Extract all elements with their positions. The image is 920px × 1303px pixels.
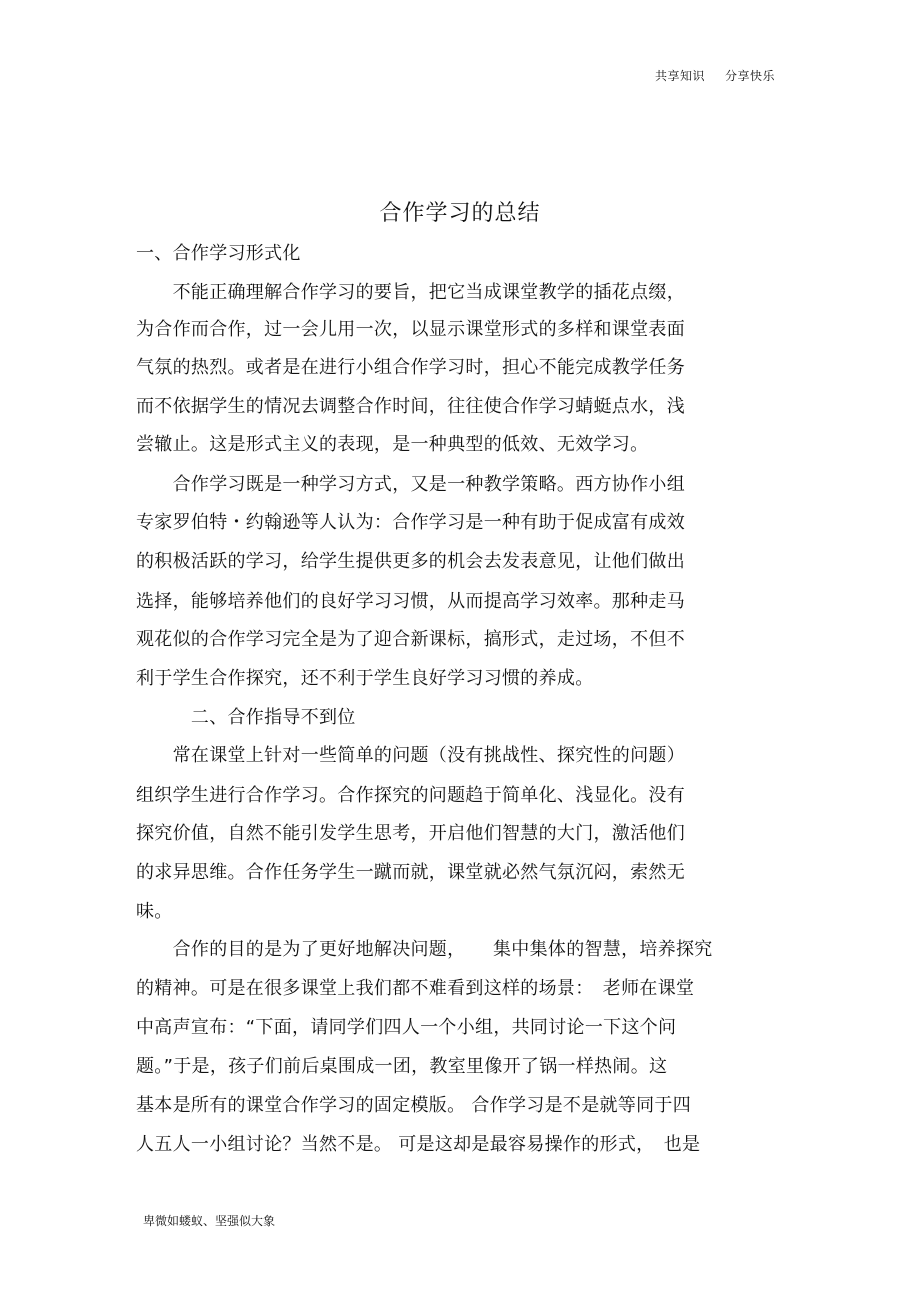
paragraph-line: 的积极活跃的学习，给学生提供更多的机会去发表意见，让他们做出 (136, 551, 685, 572)
paragraph-line: 尝辙止。这是形式主义的表现，是一种典型的低效、无效学习。 (136, 434, 649, 455)
paragraph-line: 气氛的热烈。或者是在进行小组合作学习时，担心不能完成教学任务 (136, 357, 685, 378)
paragraph-line: 观花似的合作学习完全是为了迎合新课标，搞形式，走过场，不但不 (136, 629, 685, 650)
paragraph-line: 组织学生进行合作学习。合作探究的问题趋于简单化、浅显化。没有 (136, 785, 685, 806)
footer-text: 卑微如蝼蚁、坚强似大象 (143, 1214, 276, 1228)
paragraph-line: 的求异思维。合作任务学生一蹴而就，课堂就必然气氛沉闷，索然无 (136, 862, 685, 883)
paragraph-line: 常在课堂上针对一些简单的问题（没有挑战性、探究性的问题） (136, 745, 685, 766)
paragraph-line: 不能正确理解合作学习的要旨，把它当成课堂教学的插花点缀， (136, 282, 685, 303)
paragraph-line: 基本是所有的课堂合作学习的固定模版。 合作学习是不是就等同于四 (136, 1095, 692, 1116)
section-heading: 一、合作学习形式化 (136, 243, 301, 264)
paragraph-line: 利于学生合作探究，还不利于学生良好学习习惯的养成。 (136, 668, 594, 689)
paragraph-line: 合作学习既是一种学习方式，又是一种教学策略。西方协作小组 (136, 474, 685, 495)
section-heading: 二、合作指导不到位 (136, 707, 356, 728)
paragraph-line: 而不依据学生的情况去调整合作时间，往往使合作学习蜻蜓点水，浅 (136, 396, 685, 417)
paragraph-line: 合作的目的是为了更好地解决问题， 集中集体的智慧，培养探究 (136, 939, 713, 960)
document-title: 合作学习的总结 (379, 201, 541, 226)
header-left-text: 共享知识 (655, 69, 706, 83)
header-right-text: 分享快乐 (725, 69, 776, 83)
paragraph-line: 的精神。可是在很多课堂上我们都不难看到这样的场景： 老师在课堂 (136, 978, 695, 999)
paragraph-line: 选择，能够培养他们的良好学习习惯，从而提高学习效率。那种走马 (136, 591, 685, 612)
paragraph-line: 题。”于是，孩子们前后桌围成一团，教室里像开了锅一样热闹。这 (136, 1056, 668, 1077)
paragraph-line: 中高声宣布：“下面，请同学们四人一个小组，共同讨论一下这个问 (136, 1017, 677, 1038)
paragraph-line: 专家罗伯特・约翰逊等人认为：合作学习是一种有助于促成富有成效 (136, 512, 685, 533)
paragraph-line: 人五人一小组讨论？当然不是。 可是这却是最容易操作的形式， 也是 (136, 1134, 701, 1155)
paragraph-line: 味。 (136, 901, 173, 922)
paragraph-line: 为合作而合作，过一会儿用一次，以显示课堂形式的多样和课堂表面 (136, 319, 685, 340)
paragraph-line: 探究价值，自然不能引发学生思考，开启他们智慧的大门，激活他们 (136, 823, 685, 844)
